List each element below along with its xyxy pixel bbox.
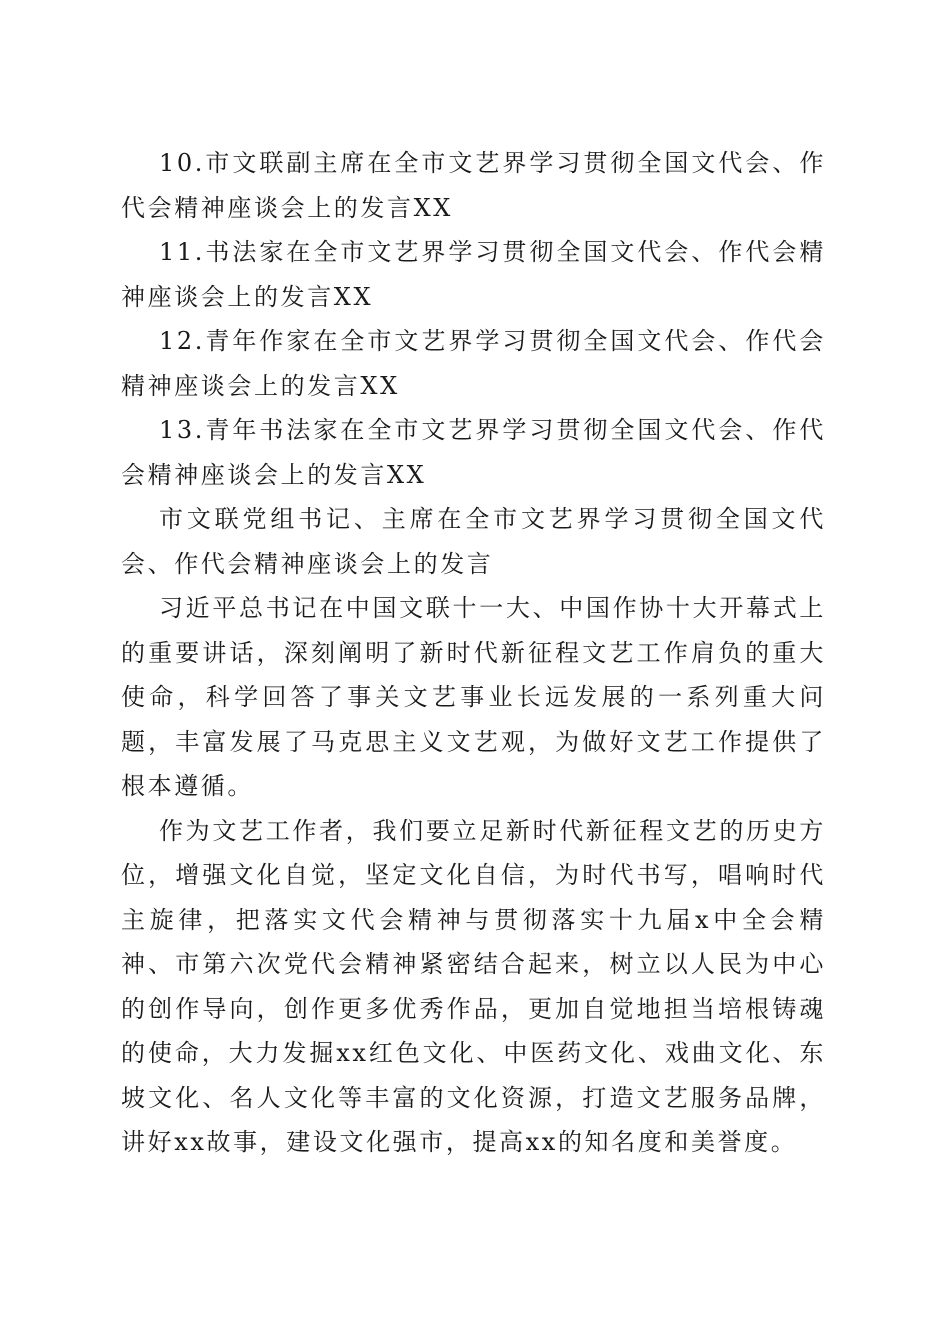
body-paragraph-1: 习近平总书记在中国文联十一大、中国作协十大开幕式上的重要讲话，深刻阐明了新时代新征程文艺工作肩负的重大使命，科学回答了事关文艺事业长远发展的一系列重大问题，丰富发展了马克思主义文艺观，为做好文艺工作提供了根本遵循。 xyxy=(121,594,826,800)
list-item-11: 11.书法家在全市文艺界学习贯彻全国文代会、作代会精神座谈会上的发言XX xyxy=(121,238,826,311)
list-item-12: 12.青年作家在全市文艺界学习贯彻全国文代会、作代会精神座谈会上的发言XX xyxy=(121,327,826,400)
list-item-10: 10.市文联副主席在全市文艺界学习贯彻全国文代会、作代会精神座谈会上的发言XX xyxy=(121,149,826,222)
list-item-13: 13.青年书法家在全市文艺界学习贯彻全国文代会、作代会精神座谈会上的发言XX xyxy=(121,416,826,489)
document-body xyxy=(121,141,826,1165)
speech-title: 市文联党组书记、主席在全市文艺界学习贯彻全国文代会、作代会精神座谈会上的发言 xyxy=(121,505,826,578)
body-paragraph-2: 作为文艺工作者，我们要立足新时代新征程文艺的历史方位，增强文化自觉，坚定文化自信，为时代书写，唱响时代主旋律，把落实文代会精神与贯彻落实十九届x中全会精神、市第六次党代会精神紧密结合起来，树立以人民为中心的创作导向，创作更多优秀作品，更加自觉地担当培根铸魂的使命，大力发掘xx红色文化、中医药文化、戏曲文化、东坡文化、名人文化等丰富的文化资源，打造文艺服务品牌，讲好xx故事，建设文化强市，提高xx的知名度和美誉度。 xyxy=(121,816,826,1156)
